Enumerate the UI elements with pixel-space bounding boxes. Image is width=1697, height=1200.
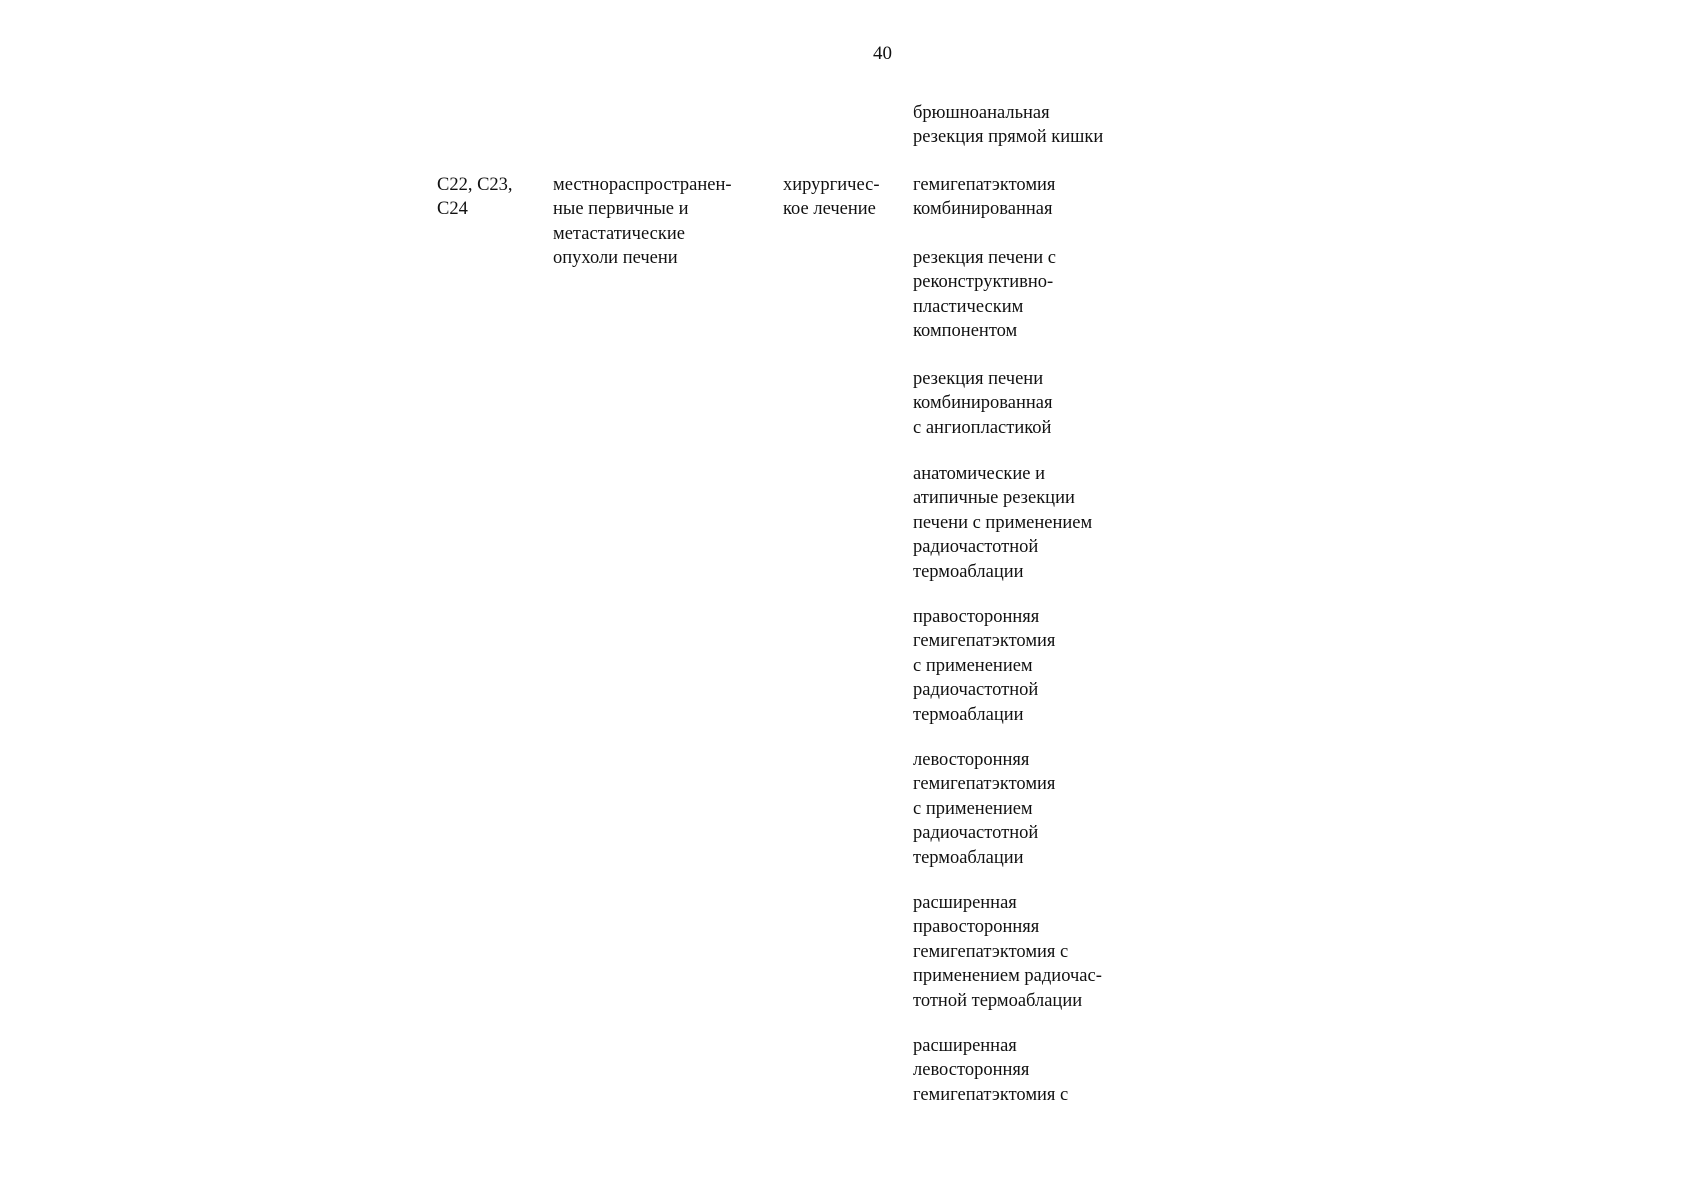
method-item: брюшноанальная резекция прямой кишки	[913, 103, 1104, 148]
method-item: расширенная левосторонняя гемигепатэктомия с	[913, 1036, 1069, 1105]
method-item: левосторонняя гемигепатэктомия с применением радиочастотной термоаблации	[913, 750, 1056, 868]
method-item: анатомические и атипичные резекции печени с применением радиочастотной термоаблации	[913, 464, 1093, 582]
page-number: 40	[873, 43, 892, 64]
method-item: резекция печени комбинированная с ангиопластикой	[913, 369, 1053, 438]
method-item: расширенная правосторонняя гемигепатэктомия с применением радиочас- тотной термоаблации	[913, 893, 1102, 1011]
treatment-type-cell: хирургичес- кое лечение	[783, 175, 880, 220]
method-item: правосторонняя гемигепатэктомия с применением радиочастотной термоаблации	[913, 607, 1056, 725]
diagnosis-code-cell: C22, C23, C24	[437, 175, 513, 220]
diagnosis-description-cell: местнораспространен- ные первичные и метастатические опухоли печени	[553, 175, 732, 269]
method-item: резекция печени с реконструктивно- пластическим компонентом	[913, 248, 1056, 342]
method-item: гемигепатэктомия комбинированная	[913, 175, 1056, 220]
